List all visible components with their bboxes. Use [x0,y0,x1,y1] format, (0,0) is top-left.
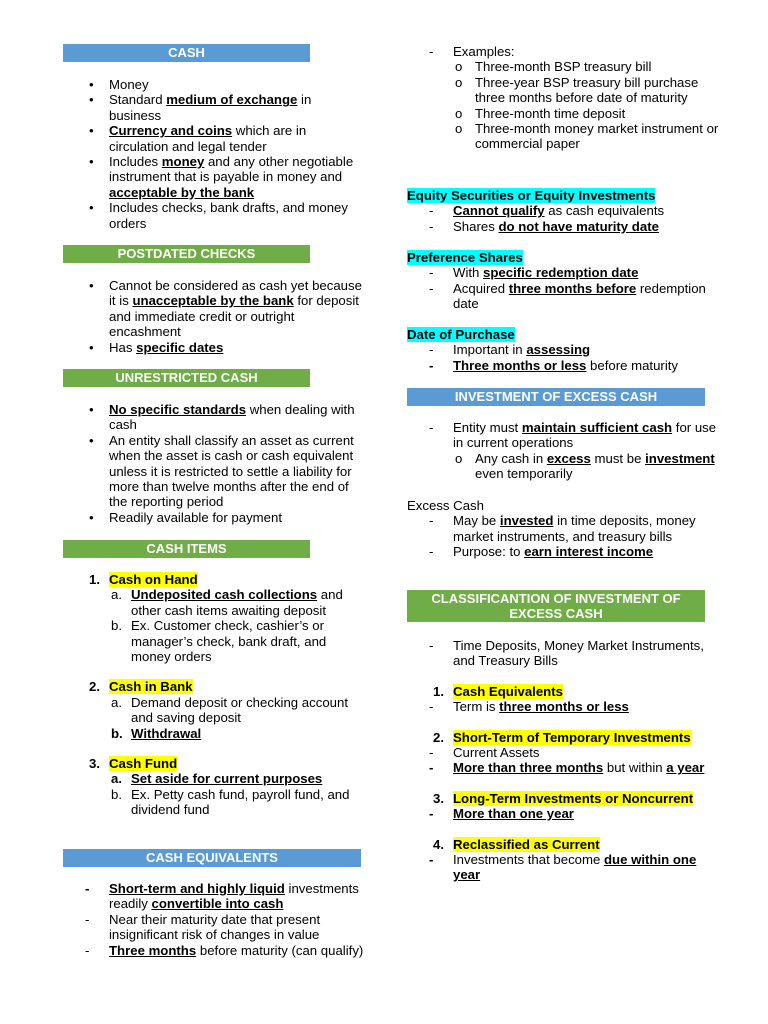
list-item: - More than three months but within a year [429,760,705,776]
dash-marker: - [429,699,434,715]
list-item: - Cannot qualify as cash equivalents [429,203,665,219]
list-item: • Has specific dates [89,339,224,355]
cash-items-list [85,572,365,818]
list-item: - May be invested in time deposits, money market instruments, and treasury bills [429,513,696,544]
list-item: • Includes checks, bank drafts, and money orders [89,200,348,231]
list-item: - Entity must maintain sufficient cash for use in current operations [429,420,717,451]
sub-item: o Three-month money market instrument or commercial paper [455,121,719,152]
list-item: - Near their maturity date that present insignificant risk of changes in value [85,911,321,943]
bullet-icon: • [89,154,94,170]
excess-cash-block [407,498,707,560]
group-title: 3. Cash Fund [89,756,178,772]
classification-header: CLASSIFICANTION OF INVESTMENT OF EXCESS CASH [407,590,705,622]
circle-bullet-icon: o [455,450,463,466]
bullet-icon: • [89,509,94,525]
dash-marker: - [429,806,434,822]
preference-title: Preference Shares [407,250,523,265]
bullet-icon: • [89,432,94,448]
list-item: • Cannot be considered as cash yet because it is unacceptable by the bank for deposit and immediate credit or outright encashment [89,278,362,340]
purchase-block [407,327,717,373]
bullet-icon: • [89,200,94,216]
list-item: • Currency and coins which are in circulation and legal tender [89,123,307,154]
dash-marker: - [429,44,434,59]
sub-item: a. Undeposited cash collections and other cash items awaiting deposit [111,587,343,618]
bullet-icon: • [89,278,94,293]
dash-marker: - [429,513,434,529]
dash-marker: - [429,218,434,234]
bullet-icon: • [89,402,94,417]
dash-marker: - [85,881,90,896]
dash-marker: - [429,203,434,219]
group-title: 4. Reclassified as Current [433,836,600,852]
number-marker: 3. [89,756,100,772]
postdated-list [85,278,365,355]
sub-item: a. Set aside for current purposes [111,771,323,787]
bullet-icon: • [89,339,94,355]
excess-cash-label: Excess Cash [407,498,484,513]
group-title: 1. Cash on Hand [89,572,198,587]
circle-bullet-icon: o [455,74,463,90]
bullet-icon: • [89,92,94,108]
list-item: - Three months or less before maturity [429,357,679,373]
cash-equivalents-list [85,881,365,958]
purchase-title: Date of Purchase [407,327,515,342]
list-item: - More than one year [429,806,574,822]
examples-block [429,44,729,152]
list-item: - Acquired three months before redemption date [429,280,706,312]
list-item: - Purpose: to earn interest income [429,544,654,560]
sub-item: b. Withdrawal [111,725,202,741]
list-item: - Current Assets [429,745,540,761]
group-title: 1. Cash Equivalents [433,683,563,699]
circle-bullet-icon: o [455,59,463,75]
bullet-icon: • [89,77,94,92]
number-marker: 2. [433,729,444,745]
sub-item: o Three-month BSP treasury bill [455,59,652,75]
number-marker: 1. [433,683,444,699]
dash-marker: - [429,342,434,358]
list-item: - Important in assessing [429,342,591,358]
bullet-icon: • [89,123,94,139]
cash-items-header: CASH ITEMS [63,540,310,558]
unrestricted-list [85,402,365,525]
circle-bullet-icon: o [455,121,463,137]
list-item: • Includes money and any other negotiable instrument that is payable in money and acceptable by the bank [89,154,354,200]
dash-marker: - [429,745,434,761]
sub-item: b. Ex. Petty cash fund, payroll fund, and dividend fund [111,786,350,818]
dash-marker: - [429,544,434,560]
dash-marker: - [429,420,434,435]
dash-marker: - [429,357,434,373]
cash-equivalents-header: CASH EQUIVALENTS [63,849,361,867]
sub-item: o Three-year BSP treasury bill purchase three months before date of maturity [455,74,699,106]
list-item: • No specific standards when dealing with cash [89,402,355,433]
sub-item: a. Demand deposit or checking account and saving deposit [111,694,348,726]
group-title: 3. Long-Term Investments or Noncurrent [433,790,694,806]
circle-bullet-icon: o [455,105,463,121]
cash-list [85,77,365,231]
number-marker: 2. [89,679,100,695]
list-item: - Shares do not have maturity date [429,218,659,234]
sub-item: b. Ex. Customer check, cashier’s or manager’s check, bank draft, and money orders [111,618,327,665]
number-marker: 1. [89,572,100,587]
dash-marker: - [429,265,434,281]
dash-marker: - [429,638,434,653]
dash-marker: - [85,911,90,927]
list-item: - Short-term and highly liquid investments readily convertible into cash [85,881,359,912]
equity-block [407,188,717,234]
postdated-header: POSTDATED CHECKS [63,245,310,263]
list-item: - Term is three months or less [429,699,629,715]
excess-list [429,420,719,482]
group-title: 2. Cash in Bank [89,679,193,695]
sub-item: o Any cash in excess must be investment even temporarily [455,450,715,482]
list-item: - Investments that become due within one year [429,852,697,883]
cash-header: CASH [63,44,310,62]
list-item: - Three months before maturity (can qualify) [85,942,364,958]
list-item: • Standard medium of exchange in business [89,92,312,123]
list-item: • Readily available for payment [89,509,282,525]
equity-title: Equity Securities or Equity Investments [407,188,656,203]
list-item: - With specific redemption date [429,265,639,281]
number-marker: 3. [433,790,444,806]
dash-marker: - [429,760,434,776]
list-item: - Time Deposits, Money Market Instruments, and Treasury Bills [429,638,704,669]
classification-list [429,638,719,883]
preference-block [407,250,717,312]
dash-marker: - [85,942,90,958]
sub-item: o Three-month time deposit [455,105,626,121]
list-item: • An entity shall classify an asset as current when the asset is cash or cash equivalent unless it is restricted to settle a liability for more than twelve months after the end of the reporting period [89,432,354,510]
list-item: - Examples: [429,44,515,59]
excess-header: INVESTMENT OF EXCESS CASH [407,388,705,406]
group-title: 2. Short-Term of Temporary Investments [433,729,691,745]
number-marker: 4. [433,836,444,852]
dash-marker: - [429,852,434,868]
unrestricted-header: UNRESTRICTED CASH [63,369,310,387]
dash-marker: - [429,280,434,296]
list-item: • Money [89,77,149,92]
